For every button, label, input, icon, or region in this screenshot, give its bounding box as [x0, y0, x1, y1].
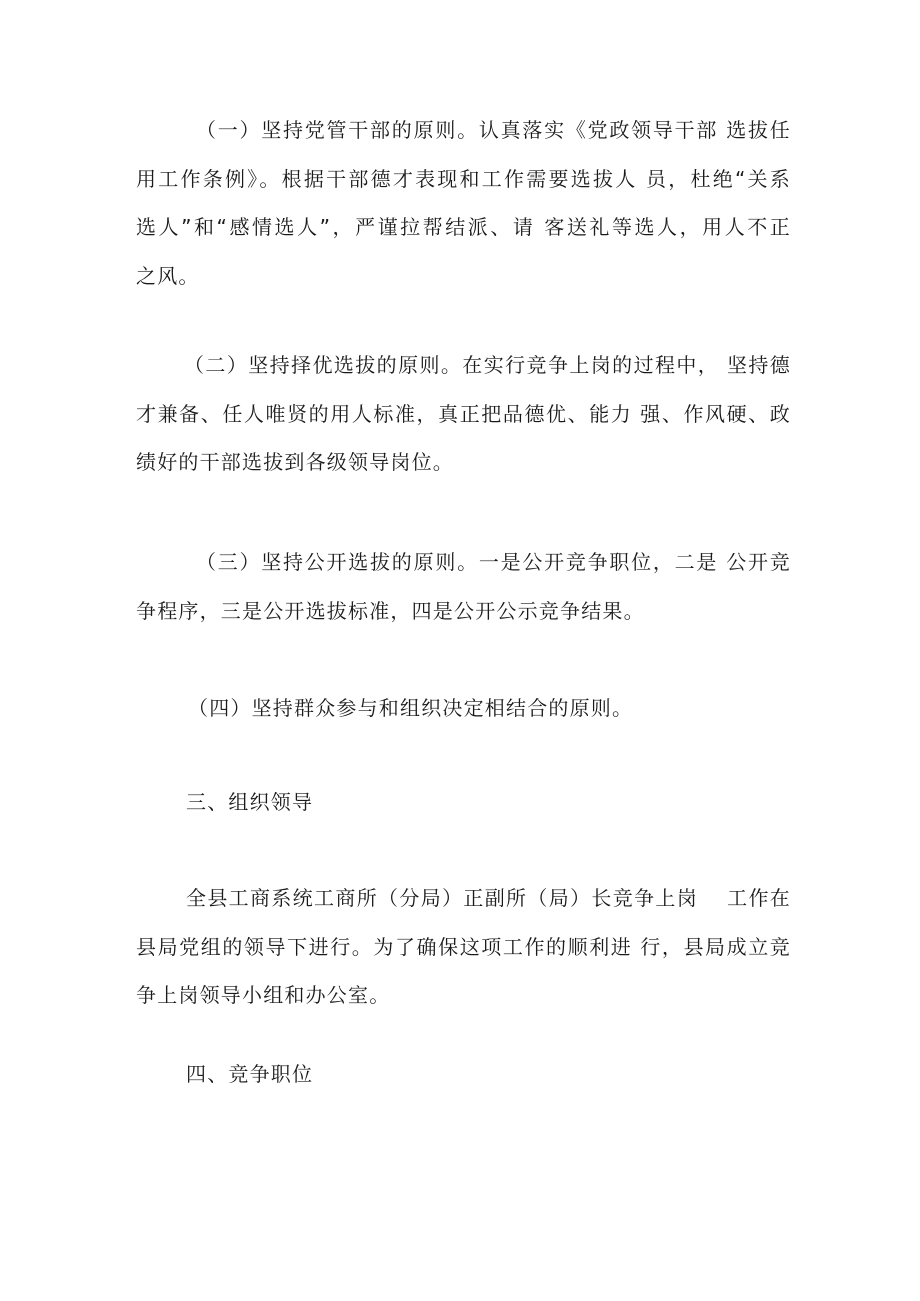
text-line: 全县工商系统工商所（分局）正副所（局）长竞争上岗 工作在: [186, 886, 791, 910]
section-heading-positions: 四、竞争职位: [186, 1062, 314, 1086]
paragraph-organization: [136, 874, 791, 1020]
paragraph-principle-4: [136, 684, 791, 733]
text-line: 绩好的干部选拔到各级领导岗位。: [136, 450, 454, 474]
text-line: 才兼备、任人唯贤的用人标准，真正把品德优、能力 强、作风硬、政: [136, 401, 791, 426]
paragraph-principle-2: [136, 341, 791, 487]
text-line: 县局党组的领导下进行。为了确保这项工作的顺利进 行，县局成立竞: [136, 934, 791, 959]
text-line: （四）坚持群众参与和组织决定相结合的原则。: [188, 696, 634, 720]
text-line: 用工作条例》。根据干部德才表现和工作需要选拔人 员，杜绝“关系: [136, 166, 791, 191]
text-line: （二）坚持择优选拔的原则。在实行竞争上岗的过程中， 坚持德: [184, 353, 791, 377]
text-line: （一）坚持党管干部的原则。认真落实《党政领导干部 选拔任: [196, 118, 791, 142]
text-line: 之风。: [136, 263, 200, 288]
section-heading-organization: 三、组织领导: [186, 790, 314, 814]
paragraph-principle-1: [136, 106, 791, 300]
text-line: （三）坚持公开选拔的原则。一是公开竞争职位，二是 公开竞: [196, 550, 791, 574]
text-line: 争程序，三是公开选拔标准，四是公开公示竞争结果。: [136, 598, 645, 623]
text-line: 争上岗领导小组和办公室。: [136, 983, 391, 1007]
text-line: 选人”和“感情选人”，严谨拉帮结派、请 客送礼等选人，用人不正: [136, 215, 791, 239]
paragraph-principle-3: [136, 538, 791, 635]
